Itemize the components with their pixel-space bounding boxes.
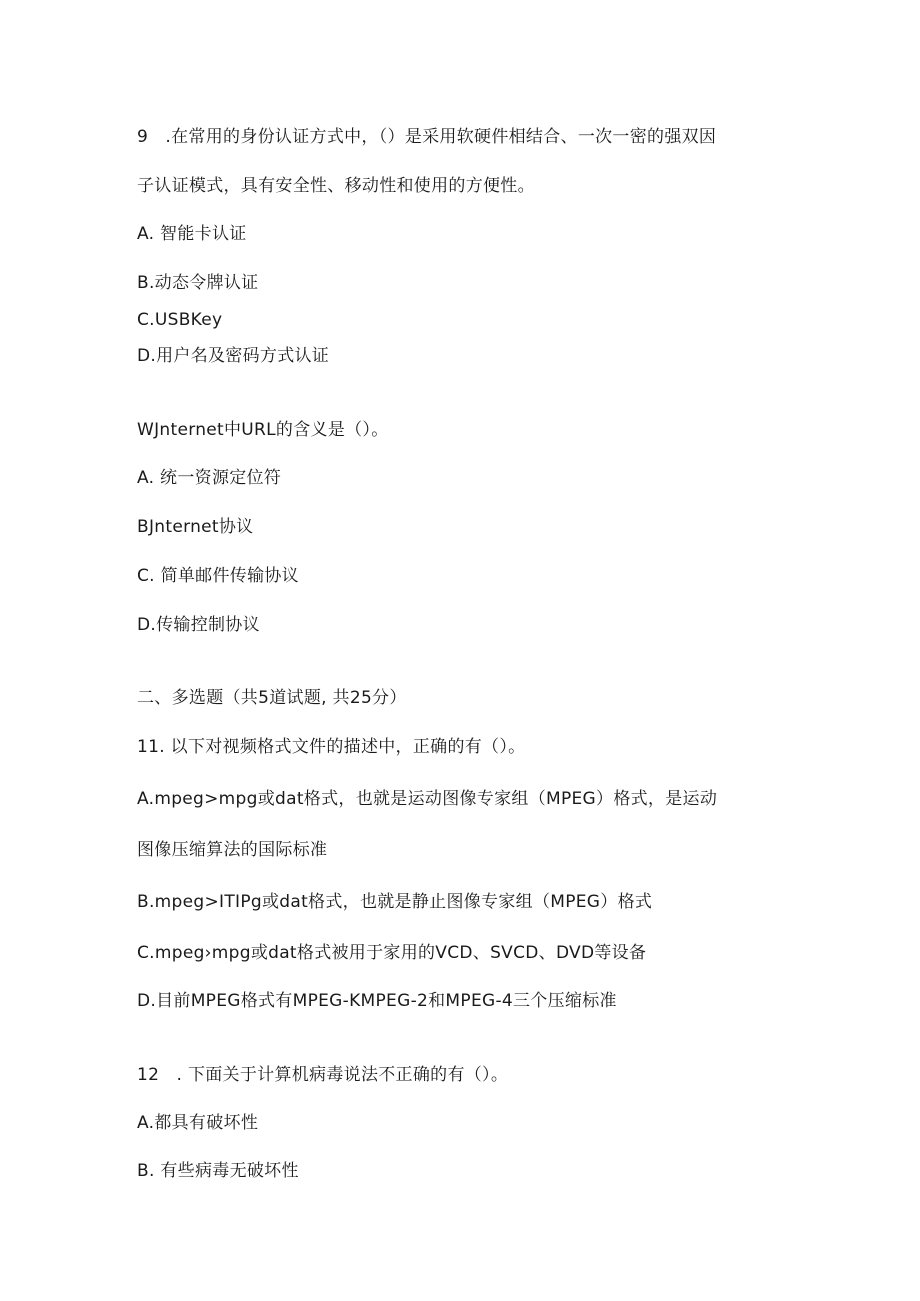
question-10-option-a: A. 统一资源定位符 bbox=[137, 468, 282, 488]
question-12-option-a: A.都具有破坏性 bbox=[137, 1113, 259, 1133]
question-11-option-a-line-1: A.mpeg>mpg或dat格式，也就是运动图像专家组（MPEG）格式，是运动 bbox=[137, 789, 718, 809]
question-12-option-b: B. 有些病毒无破坏性 bbox=[137, 1161, 299, 1181]
question-11-option-b: B.mpeg>ITIPg或dat格式，也就是静止图像专家组（MPEG）格式 bbox=[137, 892, 653, 912]
section-heading-multiple-choice: 二、多选题（共5道试题, 共25分） bbox=[137, 688, 407, 708]
question-10-option-c: C. 简单邮件传输协议 bbox=[137, 566, 299, 586]
question-10-option-d: D.传输控制协议 bbox=[137, 615, 260, 635]
question-10-stem: WJnternet中URL的含义是（）。 bbox=[137, 420, 389, 440]
question-11-stem: 11. 以下对视频格式文件的描述中，正确的有（）。 bbox=[137, 737, 526, 757]
question-9-option-c: C.USBKey bbox=[137, 310, 223, 330]
question-9-stem-line-1: 9 .在常用的身份认证方式中，（）是采用软硬件相结合、一次一密的强双因 bbox=[137, 127, 717, 147]
question-9-stem-line-2: 子认证模式，具有安全性、移动性和使用的方便性。 bbox=[137, 176, 535, 196]
question-11-option-c: C.mpeg›mpg或dat格式被用于家用的VCD、SVCD、DVD等设备 bbox=[137, 943, 647, 963]
question-9-option-a: A. 智能卡认证 bbox=[137, 224, 247, 244]
question-9-option-d: D.用户名及密码方式认证 bbox=[137, 346, 330, 366]
question-12-stem: 12 . 下面关于计算机病毒说法不正确的有（）。 bbox=[137, 1065, 509, 1085]
question-11-option-d: D.目前MPEG格式有MPEG-KMPEG-2和MPEG-4三个压缩标准 bbox=[137, 991, 617, 1011]
question-11-option-a-line-2: 图像压缩算法的国际标准 bbox=[137, 840, 328, 860]
question-9-option-b: B.动态令牌认证 bbox=[137, 273, 259, 293]
question-10-option-b: BJnternet协议 bbox=[137, 517, 254, 537]
